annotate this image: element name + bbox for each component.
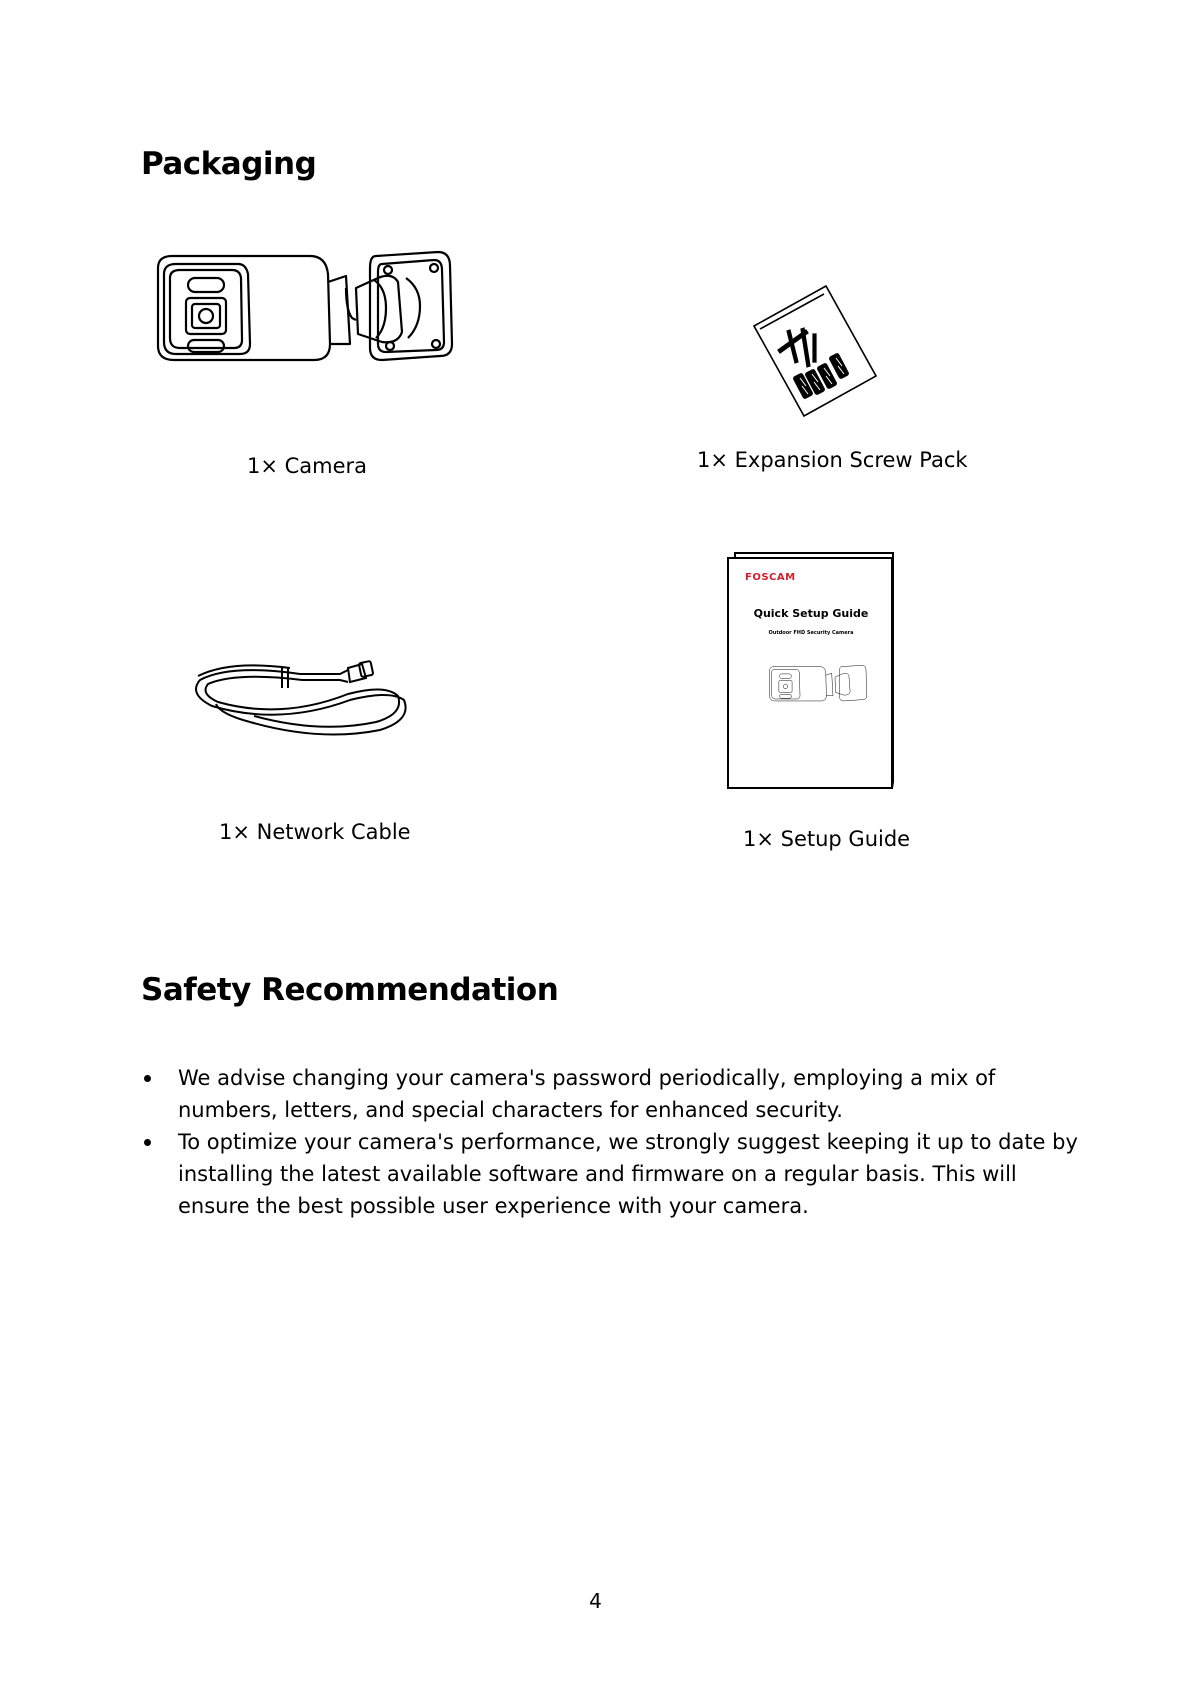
bullet-text: To optimize your camera's performance, we strongly suggest keeping it up to date by installing the latest available software and firmware on a regular basis. This will ensure the best possible user experience with your camera. bbox=[178, 1130, 1078, 1218]
bullet-icon bbox=[144, 1139, 151, 1146]
guide-subtitle: Outdoor FHD Security Camera bbox=[768, 630, 854, 636]
list-item bbox=[141, 1062, 1081, 1126]
screw-pack-label: 1× Expansion Screw Pack bbox=[697, 448, 968, 472]
camera-icon bbox=[150, 248, 455, 378]
setup-guide-icon bbox=[727, 552, 895, 790]
packaging-heading: Packaging bbox=[141, 146, 317, 182]
bullet-text: We advise changing your camera's password periodically, employing a mix of numbers, letters, and special characters for enhanced security. bbox=[178, 1066, 996, 1122]
guide-title: Quick Setup Guide bbox=[753, 607, 869, 620]
camera-label: 1× Camera bbox=[247, 454, 368, 478]
network-cable-icon bbox=[190, 660, 430, 750]
bullet-icon bbox=[144, 1075, 151, 1082]
guide-brand: FOSCAM bbox=[745, 572, 796, 583]
safety-list bbox=[141, 1062, 1081, 1222]
page-number: 4 bbox=[589, 1589, 602, 1613]
setup-guide-label: 1× Setup Guide bbox=[743, 827, 911, 851]
screw-pack-icon bbox=[750, 282, 880, 422]
network-cable-label: 1× Network Cable bbox=[219, 820, 411, 844]
safety-heading: Safety Recommendation bbox=[141, 972, 559, 1008]
list-item bbox=[141, 1126, 1081, 1222]
